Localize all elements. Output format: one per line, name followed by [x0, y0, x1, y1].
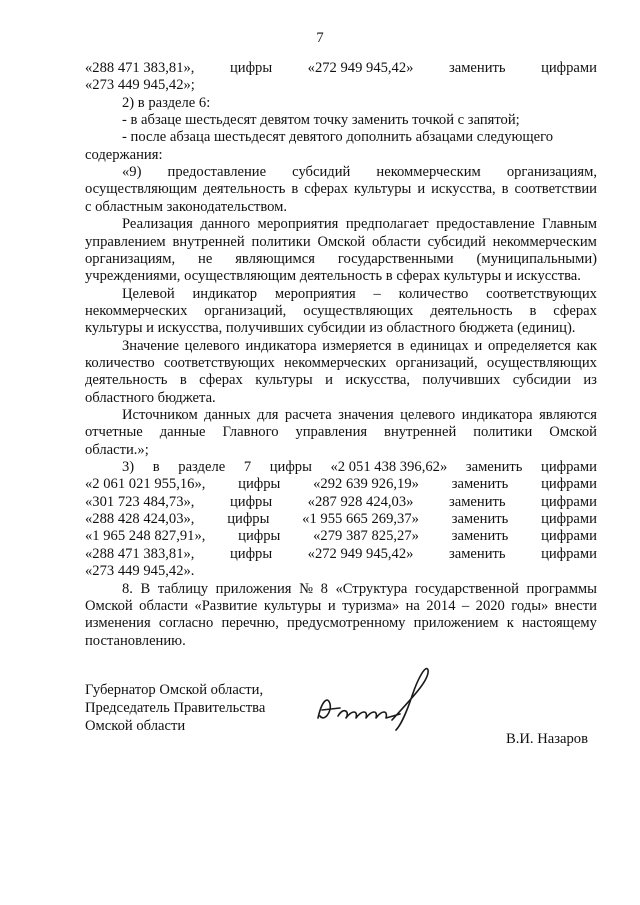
text-word: субсидии — [512, 372, 571, 389]
text-word: В — [140, 580, 151, 597]
text-word: Значение — [122, 337, 179, 354]
text-line — [85, 476, 597, 493]
text-word: сферах — [304, 181, 348, 198]
text-word: искусства, — [345, 372, 411, 389]
text-word: целевого — [184, 337, 240, 354]
text-word: Реализация — [122, 216, 193, 233]
text-word: цифрами — [541, 528, 597, 545]
text-word: на — [405, 597, 420, 614]
text-line: учреждениями, осуществляющим деятельность в сферах культуры и искусства. — [85, 268, 581, 285]
text-word: управлением — [85, 233, 166, 250]
text-word: субсидий — [292, 164, 351, 181]
text-word: к — [506, 615, 514, 632]
text-line: постановлению. — [85, 632, 186, 649]
text-word: некоммерческих — [284, 354, 387, 371]
text-word: расчета — [284, 407, 332, 423]
text-word: целевого — [400, 407, 456, 423]
text-word: цифрами — [541, 545, 597, 562]
text-word: «1 965 248 827,91», — [85, 528, 206, 545]
text-word: Главного — [222, 424, 279, 441]
text-line — [85, 511, 597, 528]
text-word: не — [198, 250, 213, 267]
text-word: «272 949 945,42» — [307, 545, 414, 562]
text-word: цифрами — [541, 60, 597, 76]
text-line — [85, 251, 597, 268]
text-word: области — [139, 597, 188, 614]
text-word: индикатор — [192, 285, 258, 302]
text-word: некоммерческим — [376, 164, 481, 181]
text-line — [122, 338, 597, 355]
text-line — [85, 181, 597, 198]
text-word: культуры — [255, 372, 313, 389]
text-word: заменить — [465, 459, 523, 476]
text-word: «9) — [122, 164, 142, 181]
text-word: в — [397, 337, 405, 354]
text-line — [122, 164, 597, 181]
text-word: искусства, — [431, 181, 496, 198]
text-word: цифры — [227, 511, 270, 528]
text-word: «292 639 926,19» — [313, 476, 419, 493]
text-word: получивших — [422, 372, 501, 389]
text-word: измеряется — [322, 337, 392, 354]
text-word: организациям, — [506, 164, 597, 181]
text-word: 8. — [122, 580, 133, 597]
text-line — [85, 372, 597, 389]
text-word: единицах — [410, 337, 469, 354]
text-word: 2014 — [426, 597, 456, 614]
text-word: предоставление — [436, 216, 535, 233]
text-word: цифрами — [541, 459, 597, 476]
text-line — [122, 216, 597, 233]
text-line — [85, 355, 597, 372]
text-word: цифры — [229, 60, 273, 76]
text-line: области.»; — [85, 441, 149, 458]
text-line: культуры и искусства, получивших субсидии из областного бюджета (единиц). — [85, 320, 576, 337]
text-word: определяется — [488, 337, 571, 354]
text-word: осуществляющих — [486, 354, 597, 371]
text-word: организаций, — [395, 354, 478, 371]
text-word: деятельность — [85, 372, 168, 389]
text-word: заменить — [451, 511, 509, 528]
text-word: «2 061 021 955,16», — [85, 476, 206, 493]
text-word: некоммерческих — [85, 302, 188, 319]
text-word: осуществляющим — [85, 181, 198, 198]
text-word: в — [529, 302, 537, 319]
text-line: - после абзаца шестьдесят девятого дополнить абзацами следующего — [122, 129, 554, 146]
text-word: – — [373, 285, 381, 302]
text-word: Главным — [542, 216, 597, 233]
text-line — [122, 581, 597, 598]
text-line — [122, 407, 597, 424]
text-word: внутренней — [172, 233, 245, 250]
text-word: изменения — [85, 615, 151, 632]
text-word: осуществляющих — [303, 302, 414, 319]
text-line — [85, 424, 597, 441]
text-word: соответствующих — [163, 354, 275, 371]
text-word: цифры — [229, 545, 273, 562]
text-word: внутренней — [384, 424, 457, 441]
text-word: культуры — [263, 597, 322, 614]
text-line — [122, 286, 597, 303]
text-word: данных — [204, 407, 251, 423]
text-word: цифры — [229, 493, 273, 510]
text-word: организациям, — [85, 250, 176, 267]
signatory-position-line: Председатель Правительства — [85, 700, 266, 716]
text-word: и — [325, 372, 333, 389]
signatory-position — [85, 681, 265, 735]
text-word: «Структура — [335, 580, 408, 597]
text-word: являются — [539, 407, 597, 423]
text-word: из — [583, 372, 597, 389]
text-word: цифрами — [541, 476, 597, 493]
text-line — [85, 494, 597, 511]
text-word: туризма» — [342, 597, 400, 614]
text-word: данные — [159, 424, 206, 441]
text-line: «273 449 945,42»; — [85, 77, 195, 94]
text-word: согласно — [158, 615, 214, 632]
signatory-position-line: Губернатор Омской области, — [85, 682, 264, 698]
text-word: являющимся — [235, 250, 315, 267]
text-word: «Развитие — [194, 597, 258, 614]
text-line: содержания: — [85, 146, 163, 163]
text-line — [85, 615, 597, 632]
text-word: – — [461, 597, 470, 614]
text-word: в — [152, 459, 160, 476]
text-line: 2) в разделе 6: — [122, 94, 211, 111]
text-word: заменить — [448, 493, 506, 510]
text-word: некоммерческим — [492, 233, 597, 250]
text-word: индикатора — [245, 337, 317, 354]
text-word: культуры — [353, 181, 412, 198]
text-word: данного — [200, 216, 251, 233]
text-word: количество — [85, 354, 155, 371]
text-word: отчетные — [85, 424, 143, 441]
text-word: политики — [473, 424, 533, 441]
text-word: значения — [338, 407, 394, 423]
text-word: заменить — [451, 476, 509, 493]
handwritten-signature — [300, 660, 440, 740]
text-word: Омской — [549, 424, 597, 441]
text-word: «272 949 945,42» — [307, 60, 414, 76]
text-word: разделе — [178, 459, 226, 476]
signatory-position-line: Омской области — [85, 718, 186, 734]
text-word: соответствующих — [486, 285, 597, 302]
text-line — [85, 528, 597, 545]
text-word: деятельность — [203, 181, 286, 198]
text-word: в — [179, 372, 187, 389]
text-word: «301 723 484,73», — [85, 493, 195, 510]
text-word: заменить — [451, 528, 509, 545]
text-word: «288 471 383,81», — [85, 545, 195, 562]
text-word: таблицу — [157, 580, 209, 597]
text-word: «287 928 424,03» — [307, 493, 414, 510]
text-word: и — [474, 337, 483, 354]
text-word: для — [257, 407, 279, 423]
text-word: 8 — [320, 580, 328, 597]
text-line — [85, 234, 597, 251]
text-word: предусмотренному — [287, 615, 406, 632]
text-word: 2020 — [475, 597, 505, 614]
text-word: количество — [398, 285, 469, 302]
text-word: «2 051 438 396,62» — [330, 459, 448, 476]
text-line — [85, 60, 597, 77]
text-word: Целевой — [122, 285, 175, 302]
text-word: 7 — [243, 459, 252, 476]
text-word: «288 471 383,81», — [85, 60, 195, 76]
text-word: сферах — [553, 302, 597, 319]
text-word: Омской — [85, 597, 133, 614]
text-word: перечню, — [221, 615, 279, 632]
text-word: внести — [554, 597, 597, 614]
text-word: субсидий — [427, 233, 486, 250]
text-word: (муниципальными) — [476, 250, 597, 267]
text-line — [85, 598, 597, 615]
text-word: как — [576, 337, 597, 354]
text-word: и — [417, 181, 426, 198]
text-word: 3) — [122, 459, 135, 476]
text-word: Омской — [317, 233, 366, 250]
text-word: «288 428 424,03», — [85, 511, 195, 528]
text-word: государственными — [337, 250, 454, 267]
text-word: «1 955 665 269,37» — [302, 511, 419, 528]
text-line: с областным законодательством. — [85, 198, 288, 215]
text-line: областного бюджета. — [85, 389, 216, 406]
text-word: организаций, — [204, 302, 287, 319]
text-word: мероприятия — [274, 285, 356, 302]
text-word: политики — [251, 233, 311, 250]
text-word: цифрами — [541, 511, 597, 528]
text-word: в — [501, 181, 509, 198]
text-word: и — [327, 597, 336, 614]
text-word: сферах — [199, 372, 243, 389]
text-line — [85, 546, 597, 563]
text-line: «273 449 945,42». — [85, 563, 195, 580]
text-word: предполагает — [345, 216, 429, 233]
text-word: области — [372, 233, 421, 250]
text-word: управления — [295, 424, 368, 441]
text-word: деятельность — [430, 302, 513, 319]
page-number: 7 — [316, 30, 324, 46]
text-word: приложения — [215, 580, 292, 597]
text-word: цифры — [238, 476, 281, 493]
text-word: предоставление — [167, 164, 267, 181]
text-word: цифры — [269, 459, 312, 476]
text-line: - в абзаце шестьдесят девятом точку заменить точкой с запятой; — [122, 112, 520, 129]
text-word: Источником — [122, 407, 198, 423]
text-word: в — [291, 181, 299, 198]
text-word: заменить — [448, 60, 506, 76]
text-word: № — [299, 580, 314, 597]
text-word: цифрами — [541, 493, 597, 510]
text-word: программы — [526, 580, 597, 597]
text-line — [85, 303, 597, 320]
text-word: «279 387 825,27» — [313, 528, 419, 545]
text-line — [122, 459, 597, 476]
text-word: мероприятия — [257, 216, 339, 233]
text-word: индикатора — [461, 407, 533, 423]
text-word: цифры — [238, 528, 281, 545]
text-word: государственной — [414, 580, 519, 597]
text-word: соответствии — [514, 181, 597, 198]
text-word: настоящему — [521, 615, 597, 632]
text-word: заменить — [448, 545, 506, 562]
text-word: годы» — [511, 597, 549, 614]
text-word: приложением — [413, 615, 499, 632]
signatory-name: В.И. Назаров — [506, 731, 588, 747]
